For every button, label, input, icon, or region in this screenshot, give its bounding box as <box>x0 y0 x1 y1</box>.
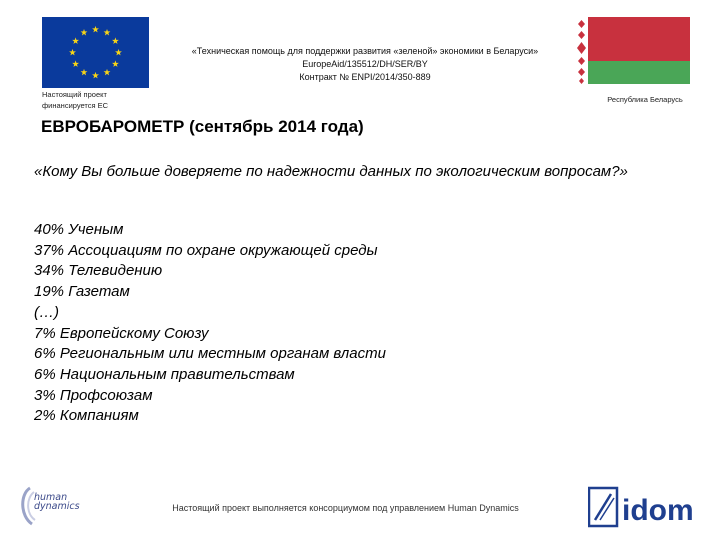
hd-word-2: dynamics <box>34 501 80 512</box>
contract-number: Контракт № ENPI/2014/350-889 <box>299 72 431 82</box>
funded-line-2: финансируется ЕС <box>42 101 109 110</box>
list-item: 6% Региональным или местным органам власти <box>34 345 386 363</box>
list-item: 40% Ученым <box>34 221 124 238</box>
eu-funding-note <box>42 89 152 111</box>
country-caption: Республика Беларусь <box>607 95 683 104</box>
project-title: «Техническая помощь для поддержки развития «зеленой» экономики в Беларуси» <box>191 46 539 56</box>
list-item: 37% Ассоциациям по охране окружающей среды <box>34 241 378 259</box>
answer-list <box>34 220 634 427</box>
idom-wordmark: idom <box>622 494 694 527</box>
eu-flag-icon <box>42 17 149 88</box>
footer-consortium-note: Настоящий проект выполняется консорциумом под управлением Human Dynamics <box>172 503 519 513</box>
list-item: 2% Компаниям <box>34 407 139 425</box>
project-code: EuropeAid/135512/DH/SER/BY <box>302 59 428 69</box>
list-item: 34% Телевидению <box>34 262 163 280</box>
list-item: 3% Профсоюзам <box>34 386 153 404</box>
list-item: 19% Газетам <box>34 283 130 301</box>
belarus-flag-green-band <box>575 61 690 84</box>
survey-question: «Кому Вы больше доверяете по надежности данных по экологическим вопросам?» <box>34 163 628 180</box>
belarus-flag-red-band <box>575 17 690 61</box>
list-item: (…) <box>34 303 59 321</box>
hd-word-1: human <box>34 492 68 503</box>
page-title: ЕВРОБАРОМЕТР (сентябрь 2014 года) <box>41 117 364 136</box>
project-header <box>150 45 580 84</box>
idom-logo-icon <box>588 484 698 530</box>
funded-line-1: Настоящий проект <box>42 90 107 99</box>
list-item: 6% Национальным правительствам <box>34 365 295 383</box>
belarus-flag-icon <box>575 17 690 84</box>
human-dynamics-wordmark <box>34 493 80 511</box>
list-item: 7% Европейскому Союзу <box>34 324 209 342</box>
